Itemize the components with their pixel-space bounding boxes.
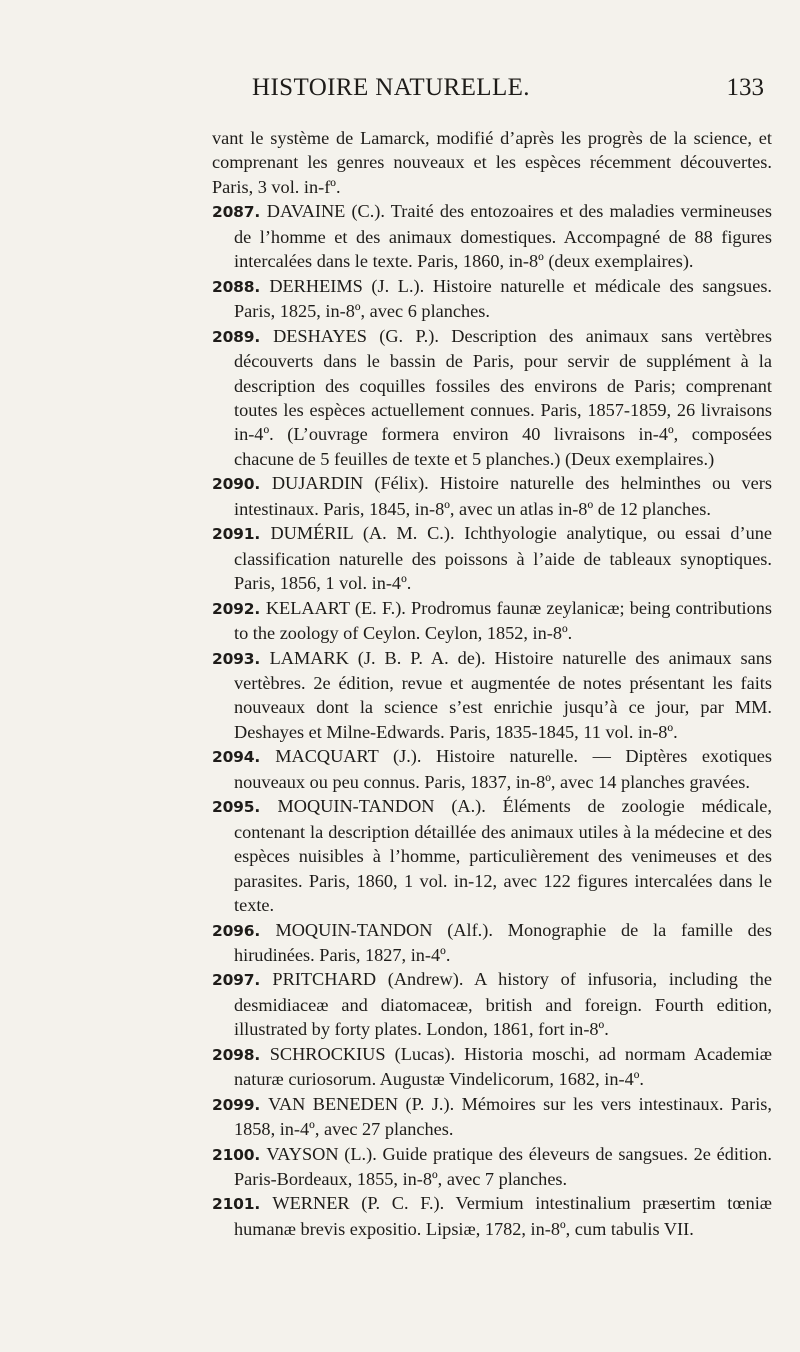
entry-text: VAYSON (L.). Guide pratique des éleveurs de sangsues. 2e édition. Paris-Bordeaux, 1855, in-8º, avec 7 planches.: [234, 1143, 772, 1190]
entry-text: MOQUIN-TANDON (A.). Éléments de zoologie médicale, contenant la description détaillée des animaux utiles à la médecine et des espèces nuisibles à l’homme, particulièrement des venimeuses et des parasites. Paris, 1860, 1 vol. in-12, avec 122 figures intercalées dans le texte.: [234, 796, 772, 916]
entry-number: 2087 .: [212, 203, 267, 221]
entry-text: DESHAYES (G. P.). Description des animaux sans vertèbres découverts dans le bassin de Paris, pour servir de supplément à la description des coquilles fossiles des environs de Paris; comprenant toutes les espèces actuellement connues. Paris, 1857-1859, 26 livraisons in-4º. (L’ouvrage formera environ 40 livraisons in-4º, composées chacune de 5 feuilles de texte et 5 planches.) (Deux exemplaires.): [234, 325, 772, 469]
entry-number: 2088 .: [212, 278, 269, 296]
catalogue-entry: [212, 1142, 772, 1192]
entry-number: 2097 .: [212, 971, 272, 989]
entry-number: 2101 .: [212, 1195, 272, 1213]
entry-number: 2096 .: [212, 922, 275, 940]
entry-number: 2099 .: [212, 1096, 268, 1114]
entry-text: PRITCHARD (Andrew). A history of infusoria, including the desmidiaceæ and diatomaceæ, british and foreign. Fourth edition, illustrated by forty plates. London, 1861, fort in-8º.: [234, 969, 772, 1040]
catalogue-entry: [212, 967, 772, 1041]
catalogue-entry: [212, 596, 772, 646]
entry-text: DUMÉRIL (A. M. C.). Ichthyologie analytique, ou essai d’une classification naturelle des poissons à l’aide de tableaux synoptiques. Paris, 1856, 1 vol. in-4º.: [234, 523, 772, 594]
entry-number: 2100 .: [212, 1146, 266, 1164]
catalogue-entry: [212, 794, 772, 917]
entry-number: 2092 .: [212, 600, 266, 618]
entry-number: 2094 .: [212, 748, 275, 766]
catalogue-entry: [212, 324, 772, 472]
entry-continuation: [212, 126, 772, 199]
catalogue-entry: [212, 646, 772, 745]
catalogue-entry: [212, 274, 772, 324]
entry-number: 2098 .: [212, 1046, 270, 1064]
entry-text: DUJARDIN (Félix). Histoire naturelle des helminthes ou vers intestinaux. Paris, 1845, in-8º, avec un atlas in-8º de 12 planches.: [234, 473, 772, 519]
entry-text: SCHROCKIUS (Lucas). Historia moschi, ad normam Academiæ naturæ curiosorum. Augustæ Vindelicorum, 1682, in-4º.: [234, 1043, 772, 1090]
catalogue-entry: [212, 1042, 772, 1092]
entry-text: MOQUIN-TANDON (Alf.). Monographie de la famille des hirudinées. Paris, 1827, in-4º.: [234, 919, 772, 965]
page-header: [252, 74, 764, 114]
entry-number: 2090 .: [212, 475, 272, 493]
entry-text: vant le système de Lamarck, modifié d’après les progrès de la science, et comprenant les genres nouveaux et les espèces récemment découvertes. Paris, 3 vol. in-fº.: [212, 128, 772, 197]
entry-text: KELAART (E. F.). Prodromus faunæ zeylanicæ; being contributions to the zoology of Ceylon. Ceylon, 1852, in-8º.: [234, 597, 773, 644]
entry-number: 2093 .: [212, 650, 270, 668]
entry-text: VAN BENEDEN (P. J.). Mémoires sur les vers intestinaux. Paris, 1858, in-4º, avec 27 planches.: [234, 1093, 772, 1140]
catalogue-entry: [212, 521, 772, 595]
entry-number: 2089 .: [212, 328, 273, 346]
catalogue-entry: [212, 199, 772, 273]
entry-text: LAMARK (J. B. P. A. de). Histoire naturelle des animaux sans vertèbres. 2e édition, revue et augmentée de notes présentant les faits nouveaux dont la science s’est enrichie jusqu’à ce jour, par MM. Deshayes et Milne-Edwards. Paris, 1835-1845, 11 vol. in-8º.: [234, 647, 772, 742]
running-title: HISTOIRE NATURELLE.: [252, 74, 530, 101]
entry-number: 2091 .: [212, 525, 270, 543]
entry-number: 2095 .: [212, 798, 278, 816]
catalogue-entry: [212, 744, 772, 794]
entry-text: WERNER (P. C. F.). Vermium intestinalium præsertim tœniæ humanæ brevis expositio. Lipsiæ, 1782, in-8º, cum tabulis VII.: [234, 1193, 772, 1239]
page-number: 133: [726, 74, 764, 101]
catalogue-entry: [212, 471, 772, 521]
catalogue-entry: [212, 918, 772, 968]
catalogue-entry: [212, 1092, 772, 1142]
catalogue-entry: [212, 1191, 772, 1241]
catalogue-entries: [212, 126, 772, 1241]
entry-text: DERHEIMS (J. L.). Histoire naturelle et médicale des sangsues. Paris, 1825, in-8º, avec 6 planches.: [234, 275, 772, 322]
entry-text: MACQUART (J.). Histoire naturelle. — Diptères exotiques nouveaux ou peu connus. Paris, 1837, in-8º, avec 14 planches gravées.: [234, 746, 772, 792]
entry-text: DAVAINE (C.). Traité des entozoaires et des maladies vermineuses de l’homme et des animaux domestiques. Accompagné de 88 figures intercalées dans le texte. Paris, 1860, in-8º (deux exemplaires).: [234, 201, 772, 272]
